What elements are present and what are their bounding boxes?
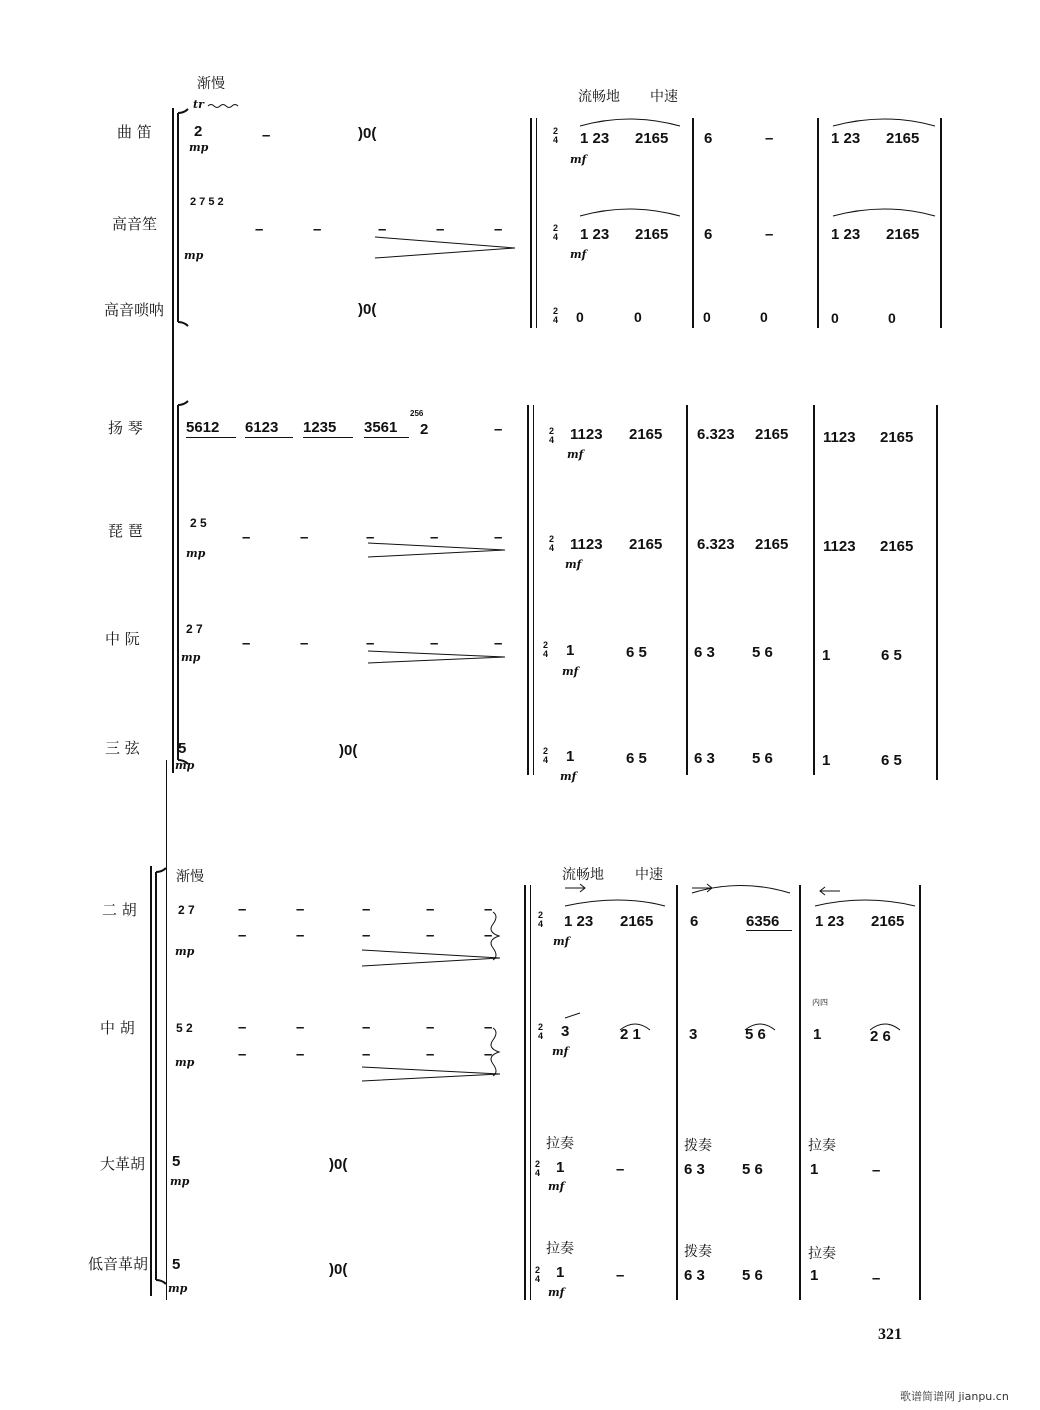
chord-stack: 2 5 [190, 516, 207, 530]
technique-bowed: 拉奏 [808, 1138, 836, 1154]
note-pair: 5 6 [752, 644, 773, 661]
sustain-dash: – [242, 635, 251, 652]
dynamic-mf: mf [552, 1045, 569, 1058]
sustain-dash: – [484, 1019, 493, 1036]
chord-stack: 2 7 [178, 903, 195, 917]
double-barline [530, 118, 532, 328]
instrument-label-zhonghu: 中 胡 [100, 1019, 135, 1037]
sustain-dash: – [616, 1161, 625, 1178]
rest: 0 [831, 310, 839, 326]
sustain-dash: – [362, 927, 371, 944]
underline [245, 437, 293, 438]
underline [746, 930, 792, 931]
sustain-dash: – [426, 901, 435, 918]
note-pair: 6 5 [881, 647, 902, 664]
barline [817, 118, 819, 328]
sustain-dash: – [426, 927, 435, 944]
technique-bowed: 拉奏 [546, 1136, 574, 1152]
slur [692, 886, 790, 894]
note: 5 [172, 1256, 181, 1273]
double-barline [530, 885, 531, 1300]
system-line [150, 866, 152, 1296]
dynamic-mp: mp [170, 1175, 190, 1188]
tempo-moderato: 中速 [635, 867, 663, 883]
sustain-dash: – [362, 1019, 371, 1036]
trill-mark: tr [193, 98, 204, 111]
instrument-label-dagehu: 大革胡 [100, 1155, 146, 1173]
underline [186, 437, 236, 438]
note: 3 [689, 1026, 698, 1043]
sustain-dash: – [436, 221, 445, 238]
dynamic-mp: mp [175, 1056, 195, 1069]
rest: 0 [888, 310, 896, 326]
slur [815, 900, 915, 906]
note: 5 [172, 1153, 181, 1170]
technique-plucked: 拨奏 [684, 1138, 712, 1154]
system-line [172, 108, 174, 773]
time-signature: 2 4 [553, 306, 559, 325]
instrument-label-digehu: 低音革胡 [88, 1255, 149, 1273]
sustain-dash: – [366, 529, 375, 546]
rest: 0 [760, 309, 768, 325]
melody-group: 2165 [620, 913, 654, 930]
dynamic-mf: mf [562, 665, 579, 678]
sustain-dash: – [300, 635, 309, 652]
note-pair: 2 1 [620, 1026, 641, 1043]
instrument-label-qudi: 曲 笛 [117, 123, 152, 141]
note: 1 [566, 642, 575, 659]
sustain-dash: – [313, 221, 322, 238]
technique-bowed: 拉奏 [546, 1241, 574, 1257]
sustain-dash: – [765, 226, 774, 243]
note-pair: 5 6 [752, 750, 773, 767]
sustain-dash: – [484, 1046, 493, 1063]
sustain-dash: – [362, 901, 371, 918]
note-group: 3561 [364, 419, 398, 436]
time-signature: 2 4 [543, 746, 549, 765]
instrument-label-sheng: 高音笙 [112, 215, 158, 233]
page-number: 321 [878, 1326, 902, 1343]
melody-group: 2165 [886, 130, 920, 147]
note: 1 [556, 1159, 565, 1176]
general-pause: )0( [329, 1261, 348, 1278]
underline [303, 437, 353, 438]
barline [799, 885, 801, 1300]
underline [364, 437, 409, 438]
tempo-flowing: 流畅地 [578, 89, 620, 105]
note: 1 [566, 748, 575, 765]
dynamic-mf: mf [548, 1286, 565, 1299]
slur [580, 119, 680, 126]
note: 3 [561, 1023, 570, 1040]
chord-stack: 2 7 5 2 [190, 196, 224, 208]
decrescendo-hairpin [375, 237, 515, 258]
chord-stack: 2 7 [186, 622, 203, 636]
instrument-label-zhongruan: 中 阮 [105, 630, 140, 648]
double-barline [536, 118, 537, 328]
time-signature: 2 4 [553, 223, 559, 242]
barline [919, 885, 921, 1300]
barline [692, 118, 694, 328]
melody-group: 1 23 [580, 226, 610, 243]
note-pair: 6 3 [684, 1161, 705, 1178]
slur [565, 900, 665, 906]
note-pair: 5 6 [742, 1267, 763, 1284]
instrument-label-suona: 高音唢呐 [104, 301, 165, 319]
sustain-dash: – [426, 1046, 435, 1063]
melody-group: 1 23 [815, 913, 845, 930]
time-signature: 2 4 [549, 426, 555, 445]
sustain-dash: – [494, 529, 503, 546]
note-group: 2165 [629, 426, 663, 443]
decrescendo-hairpin [362, 1067, 500, 1081]
slur [833, 119, 935, 126]
barline [686, 405, 688, 775]
note-group: 2165 [755, 536, 789, 553]
slur [580, 209, 680, 216]
dynamic-mf: mf [567, 448, 584, 461]
melody-group: 1 23 [831, 130, 861, 147]
sustain-dash: – [255, 221, 264, 238]
dynamic-mp: mp [168, 1282, 188, 1295]
bow-arrow [820, 887, 840, 895]
time-signature: 2 4 [538, 1022, 544, 1041]
note: 5 [178, 740, 187, 757]
double-barline [524, 885, 526, 1300]
sustain-dash: – [426, 1019, 435, 1036]
sustain-dash: – [262, 127, 271, 144]
note-group: 2165 [755, 426, 789, 443]
dynamic-mf: mf [565, 558, 582, 571]
instrument-label-yangqin: 扬 琴 [108, 419, 143, 437]
sustain-dash: – [484, 901, 493, 918]
tempo-ritardando: 渐慢 [197, 76, 225, 92]
decrescendo-hairpin [368, 651, 505, 663]
barline [676, 885, 678, 1300]
note: 2 [420, 421, 429, 438]
general-pause: )0( [329, 1156, 348, 1173]
rest: 0 [634, 309, 642, 325]
sustain-dash: – [238, 927, 247, 944]
note: 1 [556, 1264, 565, 1281]
sustain-dash: – [765, 130, 774, 147]
note-group: 2165 [880, 429, 914, 446]
barline [813, 405, 815, 775]
sustain-dash: – [296, 927, 305, 944]
melody-group: 2165 [635, 130, 669, 147]
time-signature: 2 4 [549, 534, 555, 553]
melody-group: 1 23 [580, 130, 610, 147]
sustain-dash: – [242, 529, 251, 546]
note-pair: 6 3 [684, 1267, 705, 1284]
note-pair: 6 5 [626, 644, 647, 661]
instrument-label-sanxian: 三 弦 [105, 739, 140, 757]
sustain-dash: – [430, 635, 439, 652]
note-group: 6.323 [697, 536, 735, 553]
general-pause: )0( [339, 742, 358, 759]
tempo-ritardando: 渐慢 [176, 869, 204, 885]
melody-group: 2165 [871, 913, 905, 930]
barline [940, 118, 942, 328]
bow-arrow [565, 1013, 580, 1018]
sustain-dash: – [872, 1162, 881, 1179]
chord-stack: 5 2 [176, 1021, 193, 1035]
sustain-dash: – [494, 221, 503, 238]
note-group: 2165 [629, 536, 663, 553]
note: 1 [813, 1026, 822, 1043]
sustain-dash: – [494, 635, 503, 652]
tempo-flowing: 流畅地 [562, 867, 604, 883]
dynamic-mp: mp [175, 945, 195, 958]
inner-string-mark: 内四 [812, 998, 828, 1007]
note-group: 1123 [823, 538, 856, 555]
note-group: 6123 [245, 419, 279, 436]
note-group: 1123 [823, 429, 856, 446]
general-pause: )0( [358, 125, 377, 142]
time-signature: 2 4 [543, 640, 549, 659]
bow-arrow [692, 884, 712, 892]
note: 1 [810, 1267, 819, 1284]
watermark: 歌谱简谱网 jianpu.cn [900, 1390, 1009, 1403]
sustain-dash: – [378, 221, 387, 238]
dynamic-mf: mf [548, 1180, 565, 1193]
note-pair: 5 6 [742, 1161, 763, 1178]
sustain-dash: – [872, 1270, 881, 1287]
sustain-dash: – [296, 901, 305, 918]
sustain-dash: – [296, 1019, 305, 1036]
note-pair: 6 5 [626, 750, 647, 767]
note-pair: 6 3 [694, 644, 715, 661]
dynamic-mf: mf [553, 935, 570, 948]
dynamic-mp: mp [175, 759, 195, 772]
note-group: 1123 [570, 426, 603, 443]
technique-plucked: 拨奏 [684, 1244, 712, 1260]
sustain-dash: – [494, 421, 503, 438]
note-pair: 6 5 [881, 752, 902, 769]
sustain-dash: – [484, 927, 493, 944]
note-group: 5612 [186, 419, 220, 436]
sustain-dash: – [366, 635, 375, 652]
note-pair: 5 6 [745, 1026, 766, 1043]
melody-group: 1 23 [831, 226, 861, 243]
time-signature: 2 4 [535, 1159, 541, 1178]
note: 1 [810, 1161, 819, 1178]
note-group: 2165 [880, 538, 914, 555]
note-group: 1235 [303, 419, 337, 436]
grace-notes: 256 [410, 409, 424, 418]
general-pause: )0( [358, 301, 377, 318]
dynamic-mp: mp [186, 547, 206, 560]
note-group: 1123 [570, 536, 603, 553]
note: 6 [704, 226, 713, 243]
sustain-dash: – [616, 1267, 625, 1284]
time-signature: 2 4 [535, 1265, 541, 1284]
dynamic-mp: mp [181, 651, 201, 664]
note-group: 6356 [746, 913, 780, 930]
melody-group: 1 23 [564, 913, 594, 930]
double-barline [533, 405, 534, 775]
note: 1 [822, 752, 831, 769]
slur [833, 209, 935, 216]
bow-arrow [565, 884, 585, 892]
system-line [166, 760, 167, 1300]
melody-group: 2165 [635, 226, 669, 243]
double-barline [527, 405, 529, 775]
dynamic-mp: mp [189, 141, 209, 154]
sustain-dash: – [430, 529, 439, 546]
instrument-label-erhu: 二 胡 [102, 901, 137, 919]
dynamic-mf: mf [570, 248, 587, 261]
sustain-dash: – [300, 529, 309, 546]
melody-group: 2165 [886, 226, 920, 243]
note-pair: 6 3 [694, 750, 715, 767]
note-pair: 2 6 [870, 1028, 891, 1045]
decrescendo-hairpin [362, 950, 500, 966]
instrument-label-pipa: 琵 琶 [108, 522, 143, 540]
note: 6 [690, 913, 699, 930]
sustain-dash: – [296, 1046, 305, 1063]
tempo-moderato: 中速 [650, 89, 678, 105]
dynamic-mf: mf [560, 770, 577, 783]
note: 1 [822, 647, 831, 664]
dynamic-mp: mp [184, 249, 204, 262]
barline [936, 405, 938, 780]
note-group: 6.323 [697, 426, 735, 443]
technique-bowed: 拉奏 [808, 1246, 836, 1262]
note: 6 [704, 130, 713, 147]
rest: 0 [703, 309, 711, 325]
sustain-dash: – [238, 1046, 247, 1063]
sustain-dash: – [362, 1046, 371, 1063]
note: 2 [194, 123, 203, 140]
time-signature: 2 4 [553, 126, 559, 145]
sustain-dash: – [238, 901, 247, 918]
rest: 0 [576, 309, 584, 325]
sustain-dash: – [238, 1019, 247, 1036]
time-signature: 2 4 [538, 910, 544, 929]
trill-line [208, 105, 238, 108]
dynamic-mf: mf [570, 153, 587, 166]
